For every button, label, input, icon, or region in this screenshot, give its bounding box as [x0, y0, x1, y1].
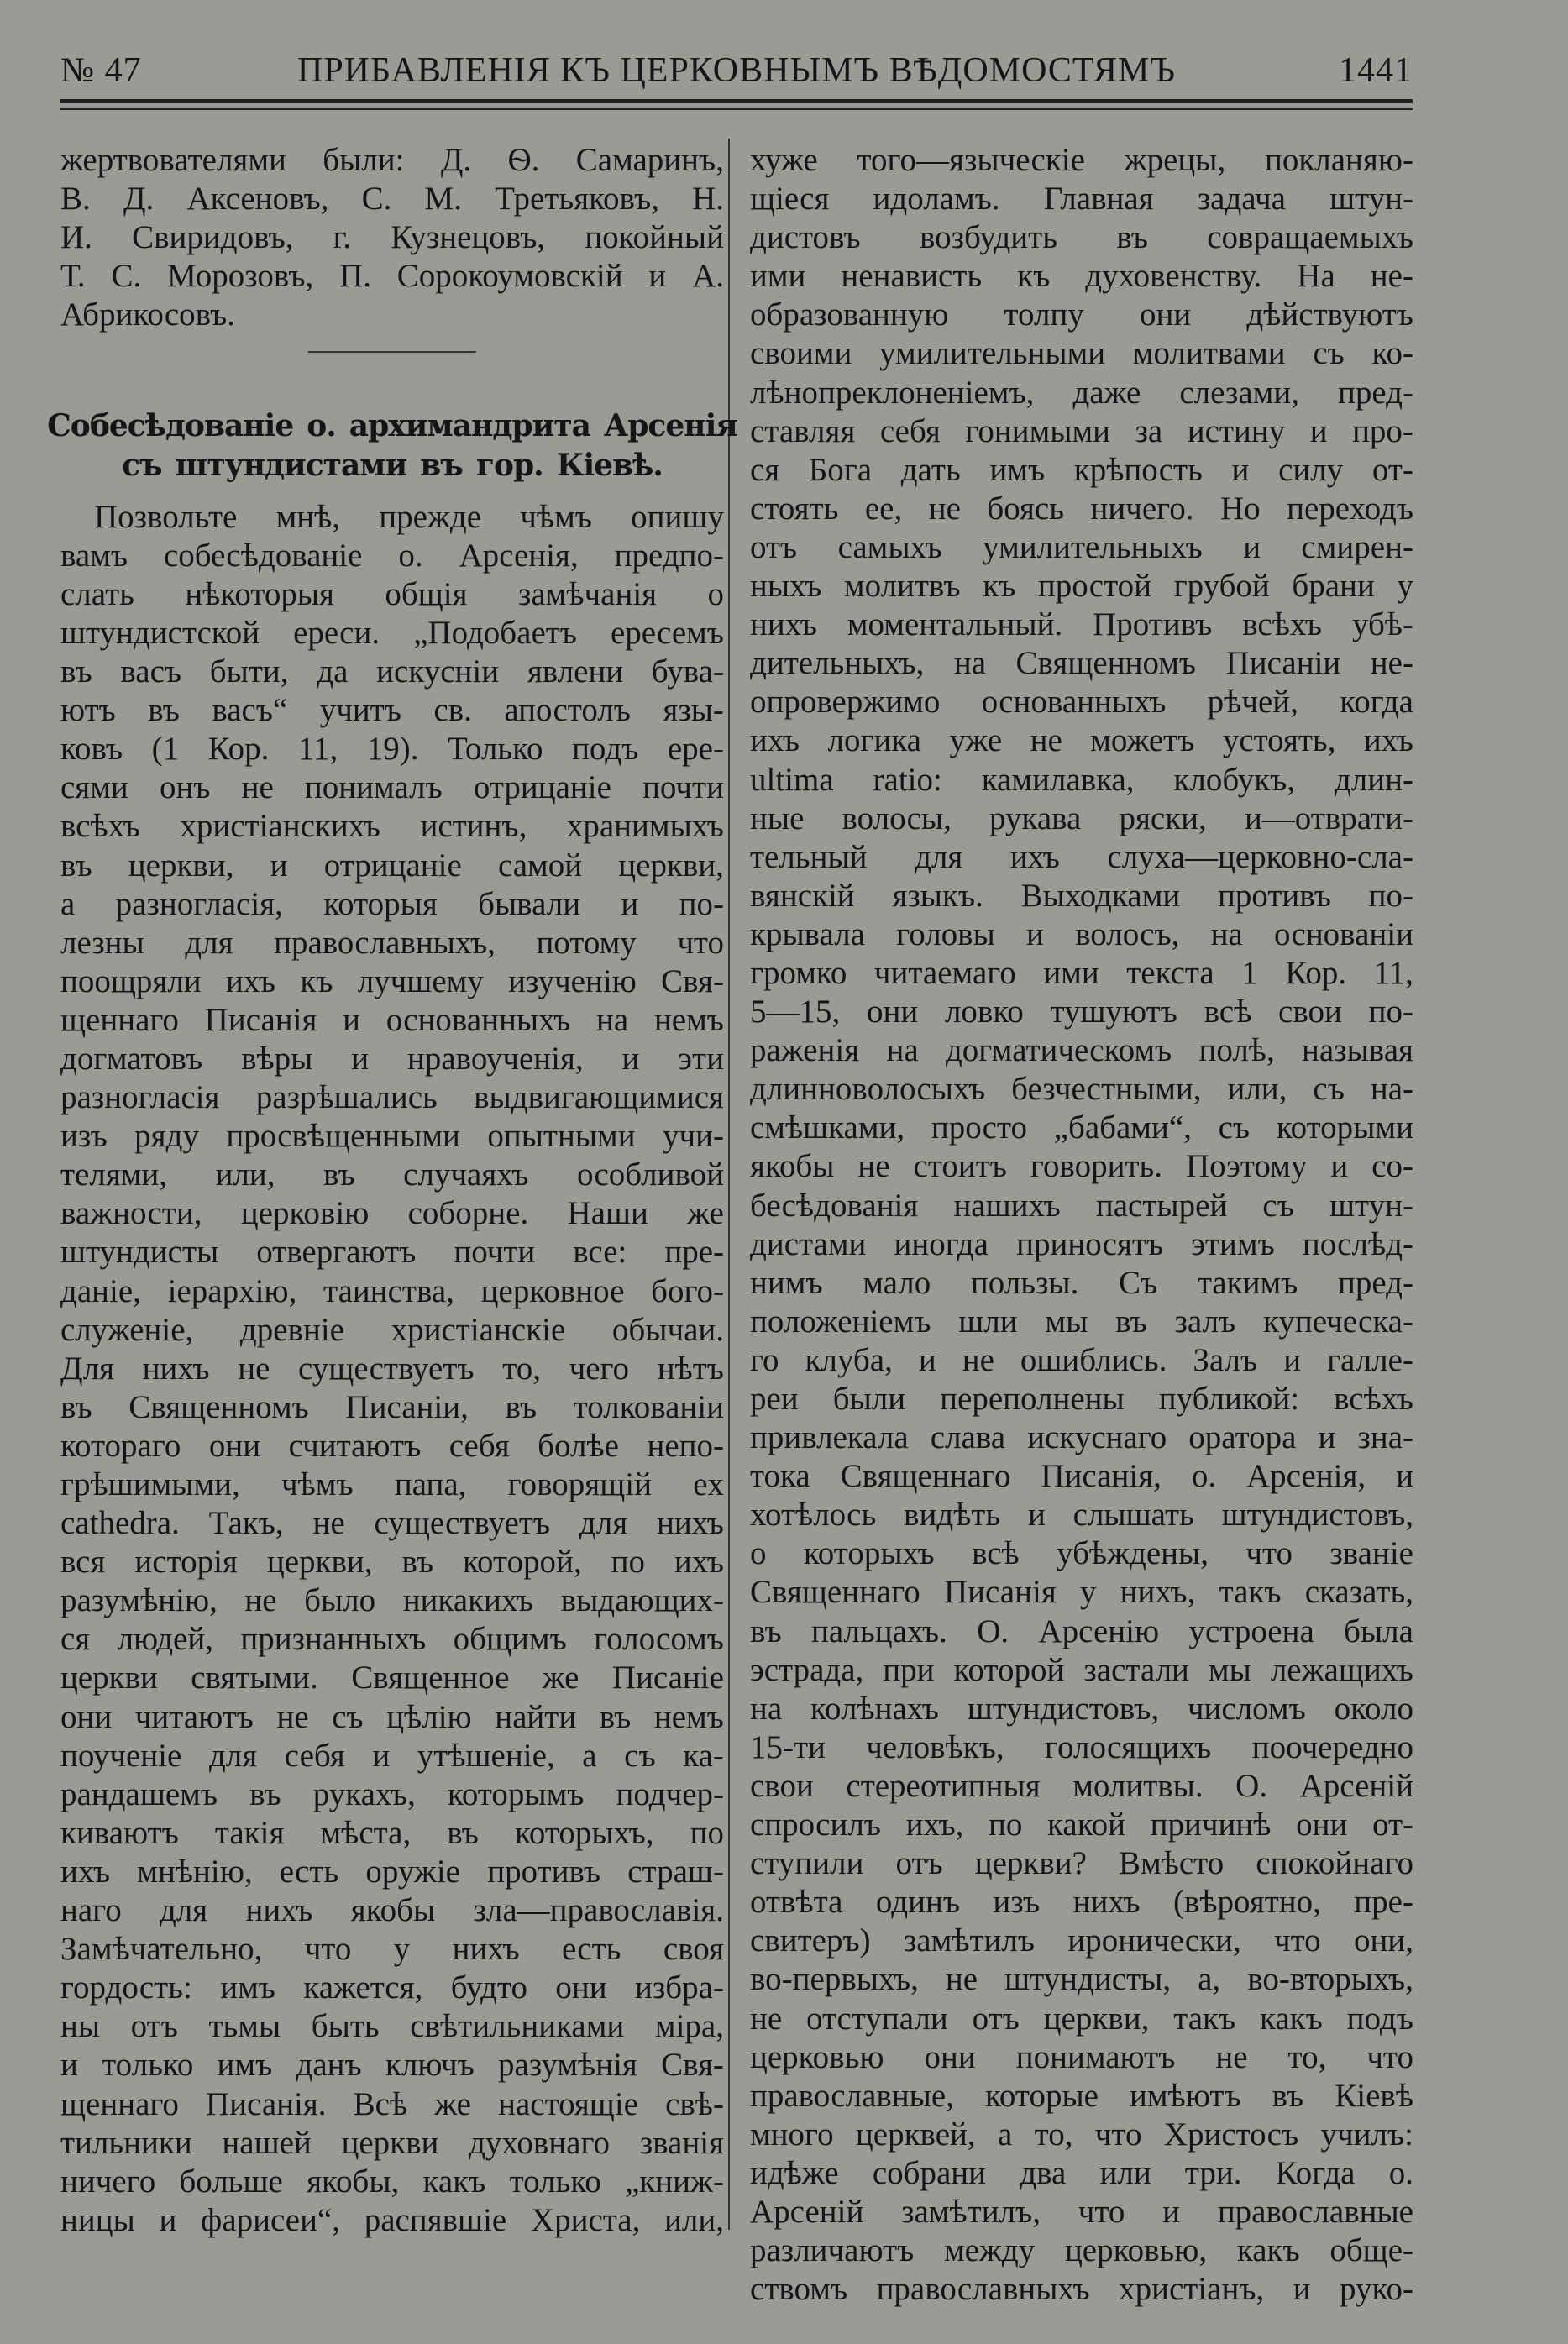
- page-number: 1441: [1339, 51, 1413, 90]
- text-line: бесѣдованія нашихъ пастырей съ штун-: [750, 1187, 1413, 1224]
- left-column: [47, 141, 737, 2240]
- text-line: якобы не стоитъ говорить. Поэтому и со-: [750, 1148, 1413, 1185]
- text-line: ихъ логика уже не можетъ устоять, ихъ: [750, 722, 1413, 759]
- text-line: поощряли ихъ къ лучшему изученію Свя-: [60, 962, 724, 999]
- text-line: жертвователями были: Д. Ѳ. Самаринъ,: [60, 142, 724, 178]
- text-line: дистовъ возбудить въ совращаемыхъ: [750, 219, 1413, 256]
- text-line: ступили отъ церкви? Вмѣсто спокойнаго: [750, 1845, 1413, 1882]
- text-line: слать нѣкоторыя общія замѣчанія о: [60, 575, 724, 612]
- text-line: а разногласія, которыя бывали и по-: [60, 885, 724, 922]
- text-line: 15-ти человѣкъ, голосящихъ поочередно: [750, 1728, 1413, 1765]
- text-line: разумѣнію, не было никакихъ выдающих-: [60, 1582, 724, 1619]
- text-line: реи были переполнены публикой: всѣхъ: [750, 1381, 1413, 1417]
- text-line: дительныхъ, на Священномъ Писаніи не-: [750, 645, 1413, 682]
- text-line: изъ ряду просвѣщенными опытными учи-: [60, 1118, 724, 1155]
- text-line: привлекала слава искуснаго оратора и зна-: [750, 1419, 1413, 1456]
- text-line: образованную толпу они дѣйствуютъ: [750, 296, 1413, 333]
- text-line: смѣшками, просто „бабами“, съ которыми: [750, 1109, 1413, 1146]
- text-line: Т. С. Морозовъ, П. Сорокоумовскій и А.: [60, 258, 724, 295]
- right-column: [750, 141, 1413, 2309]
- text-line: гордость: имъ кажется, будто они избра-: [60, 1969, 724, 2006]
- text-line: дистами иногда приносятъ этимъ послѣд-: [750, 1225, 1413, 1262]
- section-divider: [60, 334, 724, 368]
- text-line: ныхъ молитвъ къ простой грубой брани у: [750, 568, 1413, 605]
- text-line: наго для нихъ якобы зла—православія.: [60, 1892, 724, 1929]
- text-line: сями онъ не понималъ отрицаніе почти: [60, 769, 724, 806]
- text-line: раженія на догматическомъ полѣ, называя: [750, 1032, 1413, 1069]
- text-line: лезны для православныхъ, потому что: [60, 924, 724, 961]
- text-line: различаютъ между церковью, какъ обще-: [750, 2232, 1413, 2269]
- text-line: котораго они считаютъ себя болѣе непо-: [60, 1427, 724, 1464]
- right-body-text: [750, 141, 1413, 2309]
- text-line: громко читаемаго ими текста 1 Кор. 11,: [750, 954, 1413, 991]
- text-line: идѣже собрани два или три. Когда о.: [750, 2154, 1413, 2191]
- text-line: ствомъ православныхъ христіанъ, и руко-: [750, 2271, 1413, 2308]
- text-line: ны отъ тьмы быть свѣтильниками міра,: [60, 2008, 724, 2045]
- text-line: не отступали отъ церкви, такъ какъ подъ: [750, 2000, 1413, 2037]
- text-line: крывала головы и волосъ, на основаніи: [750, 915, 1413, 952]
- header-rule-thin: [60, 108, 1413, 110]
- text-line: Священнаго Писанія у нихъ, такъ сказать,: [750, 1574, 1413, 1611]
- text-line: Замѣчательно, что у нихъ есть своя: [60, 1931, 724, 1968]
- text-line: телями, или, въ случаяхъ особливой: [60, 1156, 724, 1193]
- text-line: ничего больше якобы, какъ только „книж-: [60, 2163, 724, 2200]
- text-line: они читаютъ не съ цѣлію найти въ немъ: [60, 1698, 724, 1735]
- intro-paragraph: [60, 141, 724, 334]
- text-line: свои стереотипныя молитвы. О. Арсеній: [750, 1767, 1413, 1804]
- text-line: догматовъ вѣры и нравоученія, и эти: [60, 1040, 724, 1077]
- text-line: о которыхъ всѣ убѣждены, что званіе: [750, 1535, 1413, 1572]
- text-line: cathedra. Такъ, не существуетъ для нихъ: [60, 1505, 724, 1542]
- text-line: положеніемъ шли мы въ залъ купеческа-: [750, 1303, 1413, 1340]
- text-line: стоять ее, не боясь ничего. Но переходъ: [750, 490, 1413, 527]
- text-line: киваютъ такія мѣста, въ которыхъ, по: [60, 1814, 724, 1851]
- text-line: церкви святыми. Священное же Писаніе: [60, 1660, 724, 1696]
- text-line: нимъ мало пользы. Съ такимъ пред-: [750, 1264, 1413, 1301]
- text-line: отъ самыхъ умилительныхъ и смирен-: [750, 528, 1413, 565]
- text-line: ные волосы, рукава ряски, и—отврати-: [750, 800, 1413, 836]
- text-line: всѣхъ христіанскихъ истинъ, хранимыхъ: [60, 808, 724, 845]
- text-line: православные, которые имѣютъ въ Кіевѣ: [750, 2077, 1413, 2114]
- text-line: Арсеній замѣтилъ, что и православные: [750, 2193, 1413, 2230]
- text-line: щеннаго Писанія. Всѣ же настоящіе свѣ-: [60, 2085, 724, 2122]
- issue-number: № 47: [60, 51, 142, 90]
- text-line: опровержимо основанныхъ рѣчей, когда: [750, 684, 1413, 721]
- text-line: нихъ моментальный. Противъ всѣхъ убѣ-: [750, 606, 1413, 643]
- left-body-text: [60, 498, 724, 2240]
- text-line: въ Священномъ Писаніи, въ толкованіи: [60, 1388, 724, 1425]
- text-line: грѣшимыми, чѣмъ папа, говорящій ex: [60, 1466, 724, 1502]
- text-line: ютъ въ васъ“ учитъ св. апостолъ язы-: [60, 692, 724, 729]
- text-line: вамъ собесѣдованіе о. Арсенія, предпо-: [60, 537, 724, 574]
- text-line: В. Д. Аксеновъ, С. М. Третьяковъ, Н.: [60, 181, 724, 218]
- text-line: Для нихъ не существуетъ то, чего нѣтъ: [60, 1350, 724, 1387]
- text-line: хуже того—языческіе жрецы, покланяю-: [750, 142, 1413, 178]
- text-line: рандашемъ въ рукахъ, которымъ подчер-: [60, 1775, 724, 1812]
- running-header: [60, 50, 1413, 101]
- text-line: ницы и фарисеи“, распявшіе Христа, или,: [60, 2201, 724, 2238]
- text-line: лѣнопреклоненіемъ, даже слезами, пред-: [750, 374, 1413, 411]
- journal-title: ПРИБАВЛЕНІЯ КЪ ЦЕРКОВНЫМЪ ВѢДОМОСТЯМЪ: [296, 51, 1177, 90]
- text-line: съ штундистами въ гор. Кіевѣ.: [122, 447, 663, 483]
- text-line: ся людей, признанныхъ общимъ голосомъ: [60, 1621, 724, 1658]
- text-line: спросилъ ихъ, по какой причинѣ они от-: [750, 1807, 1413, 1843]
- text-line: штундисты отвергаютъ почти все: пре-: [60, 1234, 724, 1271]
- text-line: тельный для ихъ слуха—церковно-сла-: [750, 838, 1413, 875]
- text-line: во-первыхъ, не штундисты, а, во-вторыхъ,: [750, 1961, 1413, 1998]
- column-divider: [728, 139, 730, 2230]
- text-line: ихъ мнѣнію, есть оружіе противъ страш-: [60, 1853, 724, 1890]
- text-line: вянскій языкъ. Выходками противъ по-: [750, 877, 1413, 914]
- text-line: штундистской ереси. „Подобаетъ ересемъ: [60, 614, 724, 651]
- text-line: на колѣнахъ штундистовъ, числомъ около: [750, 1690, 1413, 1727]
- text-line: въ пальцахъ. О. Арсенію устроена была: [750, 1612, 1413, 1649]
- text-line: щіеся идоламъ. Главная задача штун-: [750, 181, 1413, 218]
- text-line: важности, церковію соборне. Наши же: [60, 1195, 724, 1232]
- text-line: церковью они понимаютъ не то, что: [750, 2038, 1413, 2075]
- text-line: служеніе, древніе христіанскіе обычаи.: [60, 1311, 724, 1348]
- text-line: ковъ (1 Кор. 11, 19). Только подъ ере-: [60, 731, 724, 768]
- text-line: отвѣта одинъ изъ нихъ (вѣроятно, пре-: [750, 1884, 1413, 1921]
- article-heading: [47, 406, 737, 484]
- text-line: щеннаго Писанія и основанныхъ на немъ: [60, 1001, 724, 1038]
- text-line: тильники нашей церкви духовнаго званія: [60, 2124, 724, 2161]
- text-line: И. Свиридовъ, г. Кузнецовъ, покойный: [60, 219, 724, 256]
- text-line: даніе, іерархію, таинства, церковное бого-: [60, 1272, 724, 1309]
- text-line: и только имъ данъ ключъ разумѣнія Свя-: [60, 2047, 724, 2084]
- text-line: въ васъ быти, да искусніи явлени бува-: [60, 653, 724, 690]
- header-rule-thick: [60, 99, 1413, 103]
- text-line: вся исторія церкви, въ которой, по ихъ: [60, 1544, 724, 1581]
- text-line: ultima ratio: камилавка, клобукъ, длин-: [750, 761, 1413, 798]
- text-line: го клуба, и не ошиблись. Залъ и галле-: [750, 1341, 1413, 1378]
- text-line: длинноволосыхъ безчестными, или, съ на-: [750, 1071, 1413, 1108]
- text-line: ся Бога дать имъ крѣпость и силу от-: [750, 451, 1413, 488]
- text-line: поученіе для себя и утѣшеніе, а съ ка-: [60, 1737, 724, 1774]
- text-line: разногласія разрѣшались выдвигающимися: [60, 1079, 724, 1116]
- text-line: ими ненависть къ духовенству. На не-: [750, 258, 1413, 295]
- text-line: Собесѣдованіе о. архимандрита Арсенія: [47, 408, 737, 444]
- text-line: въ церкви, и отрицаніе самой церкви,: [60, 847, 724, 884]
- text-line: Абрикосовъ.: [60, 296, 236, 333]
- text-line: хотѣлось видѣть и слышать штундистовъ,: [750, 1497, 1413, 1534]
- text-line: Позвольте мнѣ, прежде чѣмъ опишу: [94, 498, 724, 535]
- text-line: своими умилительными молитвами съ ко-: [750, 335, 1413, 372]
- text-line: ставляя себя гонимыми за истину и про-: [750, 412, 1413, 449]
- text-line: много церквей, а то, что Христосъ училъ:: [750, 2116, 1413, 2153]
- text-line: эстрада, при которой застали мы лежащихъ: [750, 1651, 1413, 1688]
- text-line: свитеръ) замѣтилъ иронически, что они,: [750, 1922, 1413, 1959]
- text-line: 5—15, они ловко тушуютъ всѣ свои по-: [750, 994, 1413, 1030]
- text-line: тока Священнаго Писанія, о. Арсенія, и: [750, 1458, 1413, 1495]
